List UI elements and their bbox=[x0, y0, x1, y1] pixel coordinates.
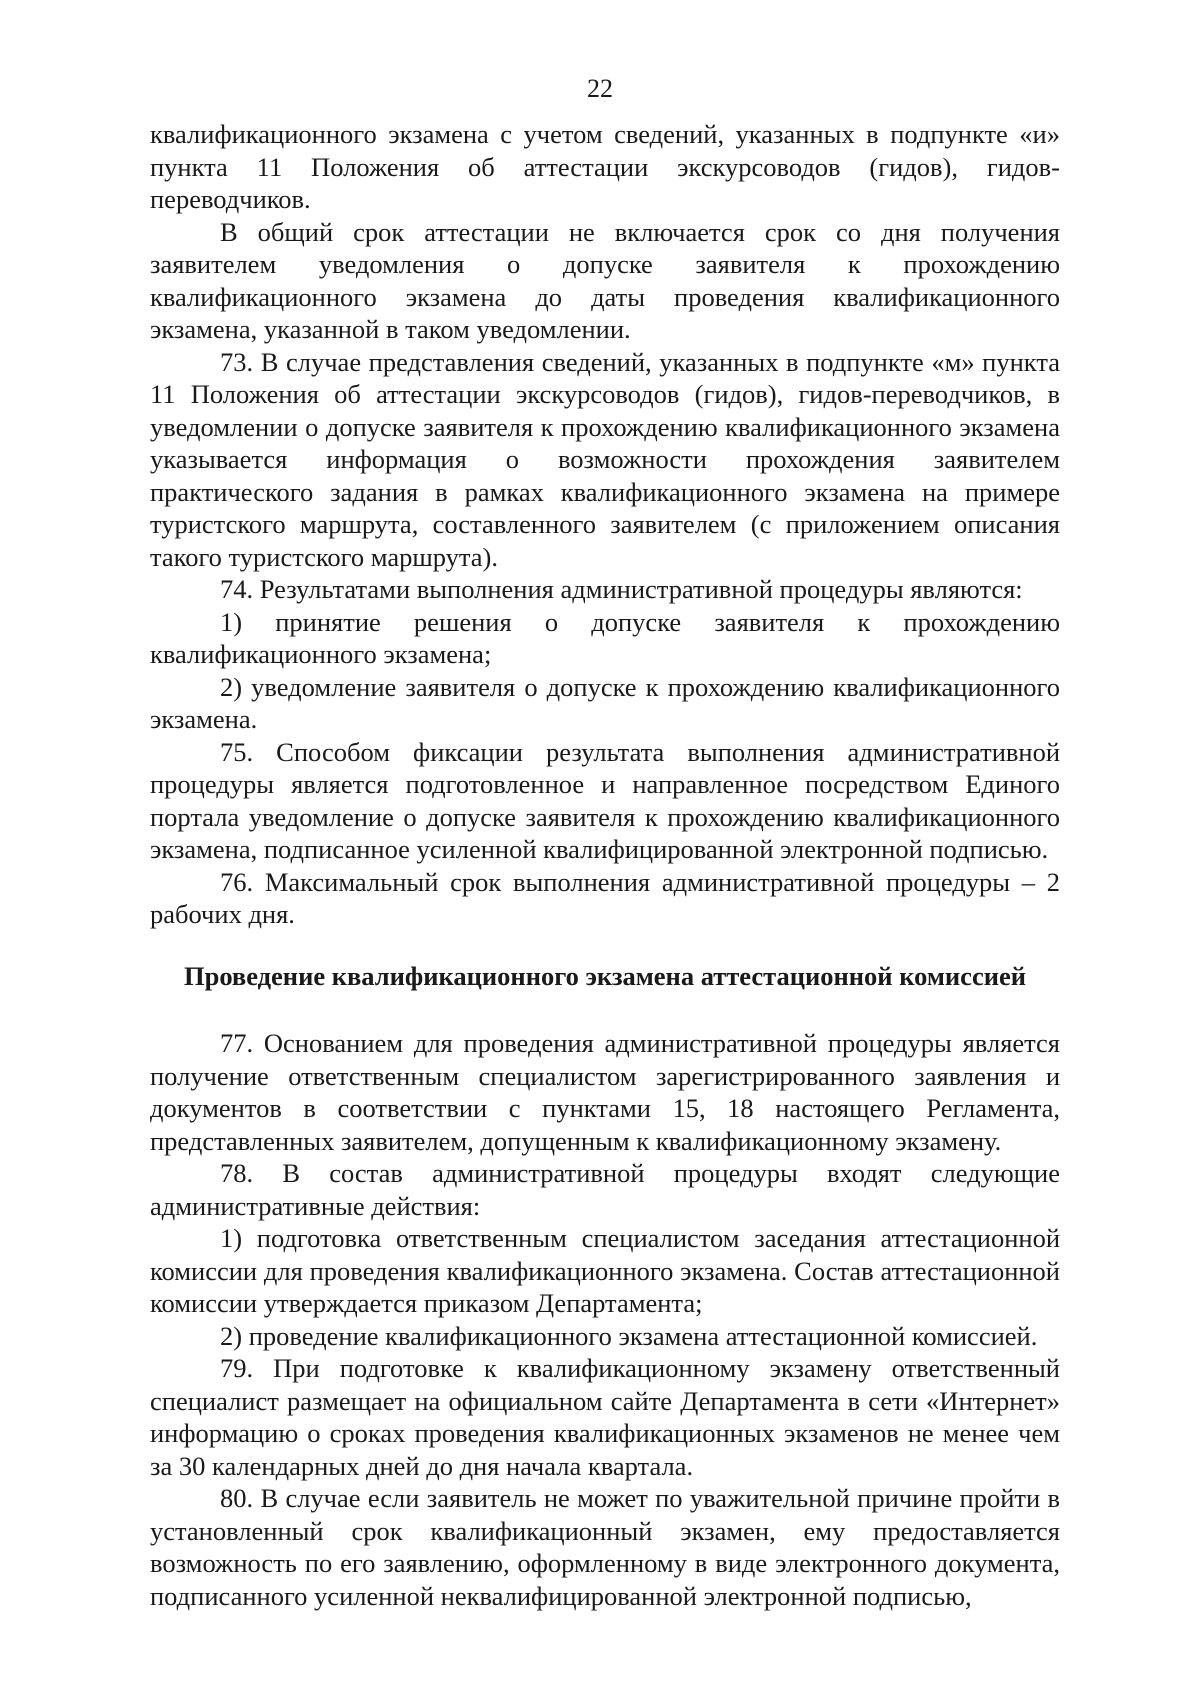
paragraph-item-80: 80. В случае если заявитель не может по уважительной причине пройти в установленный срок квалификационный экзамен, ему предоставляется возможность по его заявлению, оформленному в виде электронного документа, подписанного усиленной неквалифицированной электронной подписью, bbox=[150, 1483, 1060, 1611]
paragraph-item-77: 77. Основанием для проведения административной процедуры является получение ответственным специалистом зарегистрированного заявления и документов в соответствии с пунктами 15, 18 настоящего Регламента, представленных заявителем, допущенным к квалификационному экзамену. bbox=[150, 1028, 1060, 1156]
subitem-78-2: 2) проведение квалификационного экзамена аттестационной комиссией. bbox=[220, 1320, 1038, 1351]
paragraph-continuation: квалификационного экзамена с учетом сведений, указанных в подпункте «и» пункта 11 Положения об аттестации экскурсоводов (гидов), гидов-переводчиков. bbox=[150, 119, 1060, 214]
subitem-78-1: 1) подготовка ответственным специалистом заседания аттестационной комиссии для проведения квалификационного экзамена. Состав аттестационной комиссии утверждается приказом Департамента; bbox=[150, 1223, 1060, 1318]
paragraph-item-73: 73. В случае представления сведений, указанных в подпункте «м» пункта 11 Положения об аттестации экскурсоводов (гидов), гидов-переводчиков, в уведомлении о допуске заявителя к прохождению квалификационного экзамена указывается информация о возможности прохождения заявителем практического задания в рамках квалификационного экзамена на примере туристского маршрута, составленного заявителем (с приложением описания такого туристского маршрута). bbox=[150, 346, 1060, 572]
paragraph-item-74: 74. Результатами выполнения административной процедуры являются: bbox=[220, 574, 1023, 604]
subitem-74-2: 2) уведомление заявителя о допуске к прохождению квалификационного экзамена. bbox=[150, 671, 1060, 734]
page-number: 22 bbox=[587, 74, 613, 103]
subitem-74-1: 1) принятие решения о допуске заявителя к прохождению квалификационного экзамена; bbox=[150, 606, 1060, 669]
section-heading: Проведение квалификационного экзамена аттестационной комиссией bbox=[183, 960, 1027, 991]
paragraph-item-76: 76. Максимальный срок выполнения административной процедуры – 2 рабочих дня. bbox=[150, 866, 1060, 929]
paragraph-item-79: 79. При подготовке к квалификационному экзамену ответственный специалист размещает на официальном сайте Департамента в сети «Интернет» информацию о сроках проведения квалификационных экзаменов не менее чем за 30 календарных дней до дня начала квартала. bbox=[150, 1353, 1060, 1481]
document-body bbox=[150, 118, 1060, 1612]
paragraph-item-78: 78. В состав административной процедуры входят следующие административные действия: bbox=[150, 1158, 1060, 1221]
paragraph: В общий срок аттестации не включается срок со дня получения заявителем уведомления о допуске заявителя к прохождению квалификационного экзамена до даты проведения квалификационного экзамена, указанной в таком уведомлении. bbox=[150, 216, 1060, 344]
paragraph-item-75: 75. Способом фиксации результата выполнения административной процедуры является подготовленное и направленное посредством Единого портала уведомление о допуске заявителя к прохождению квалификационного экзамена, подписанное усиленной квалифицированной электронной подписью. bbox=[150, 736, 1060, 864]
